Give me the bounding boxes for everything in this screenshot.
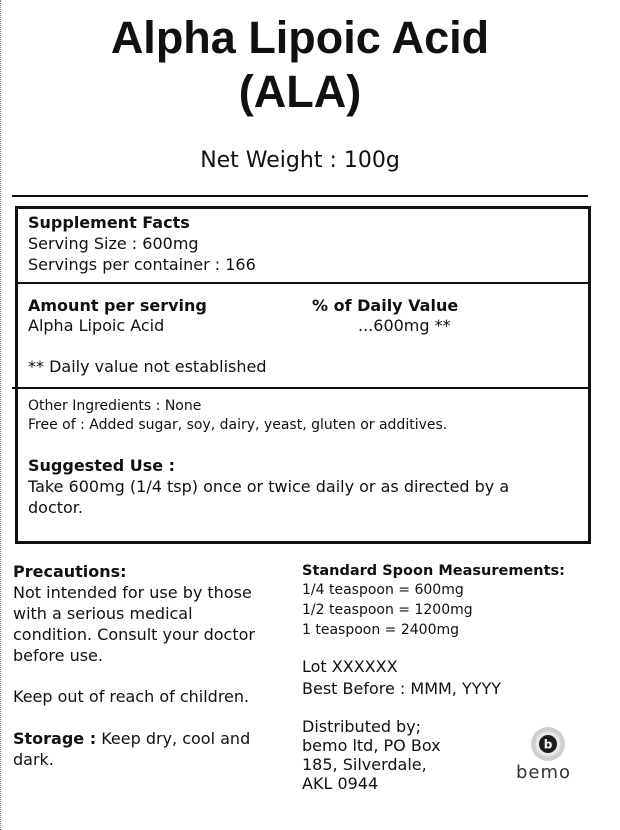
best-before: Best Before : MMM, YYYY [302, 679, 502, 698]
precaution-line: before use. [13, 646, 103, 665]
bemo-logo-icon [530, 726, 566, 762]
spoon-heading: Standard Spoon Measurements: [302, 563, 565, 579]
daily-value-note: ** Daily value not established [28, 357, 267, 376]
bemo-logo-text: bemo [516, 762, 572, 783]
storage-text: Keep dry, cool and [96, 729, 251, 748]
header-divider [12, 195, 588, 197]
free-of: Free of : Added sugar, soy, dairy, yeast, gluten or additives. [28, 417, 448, 433]
logo-glyph: b [543, 737, 553, 752]
distributor-line: AKL 0944 [302, 774, 379, 793]
suggested-use-heading: Suggested Use : [28, 456, 176, 475]
servings-per-container: Servings per container : 166 [28, 255, 256, 274]
net-weight: Net Weight : 100g [200, 148, 400, 173]
page-edge [0, 0, 1, 830]
children-warning: Keep out of reach of children. [13, 687, 250, 706]
spoon-row: 1 teaspoon = 2400mg [302, 622, 460, 638]
storage-line [13, 728, 250, 749]
ingredient-name: Alpha Lipoic Acid [28, 316, 165, 335]
spoon-row: 1/2 teaspoon = 1200mg [302, 602, 473, 618]
facts-heading: Supplement Facts [28, 213, 190, 232]
lot-number: Lot XXXXXX [302, 657, 398, 676]
precaution-line: with a serious medical [13, 604, 193, 623]
distributor-line: Distributed by; [302, 717, 422, 736]
facts-divider-1 [18, 282, 588, 284]
distributor-line: bemo ltd, PO Box [302, 736, 441, 755]
suggested-use-text: Take 600mg (1/4 tsp) once or twice daily or as directed by a [28, 477, 510, 496]
supplement-facts-panel [15, 206, 591, 544]
amount-heading: Amount per serving [28, 296, 207, 315]
product-subtitle: (ALA) [238, 66, 362, 117]
precaution-line: condition. Consult your doctor [13, 625, 255, 644]
precautions-heading: Precautions: [13, 562, 127, 581]
product-title: Alpha Lipoic Acid [110, 12, 490, 63]
daily-value-heading: % of Daily Value [312, 296, 459, 315]
suggested-use-text-cont: doctor. [28, 498, 83, 517]
storage-label: Storage : [13, 729, 97, 748]
spoon-row: 1/4 teaspoon = 600mg [302, 582, 464, 598]
distributor-line: 185, Silverdale, [302, 755, 427, 774]
precaution-line: Not intended for use by those [13, 583, 252, 602]
other-ingredients: Other Ingredients : None [28, 398, 202, 414]
ingredient-value: ...600mg ** [358, 316, 451, 335]
facts-divider-2 [12, 387, 588, 389]
serving-size: Serving Size : 600mg [28, 234, 199, 253]
storage-text-cont: dark. [13, 750, 54, 769]
